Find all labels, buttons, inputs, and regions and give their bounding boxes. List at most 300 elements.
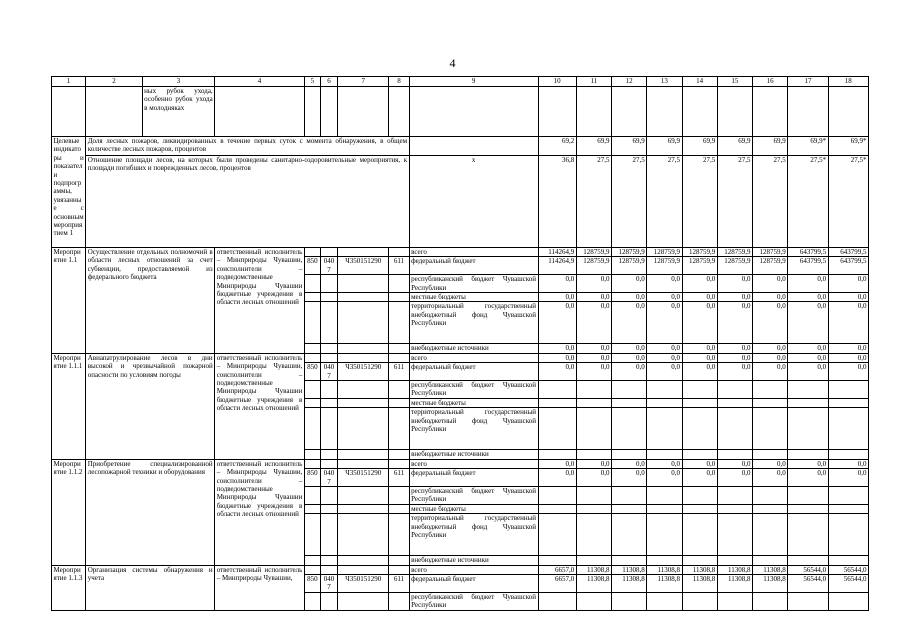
header-cell: 2 (86, 77, 142, 87)
funding-value (612, 381, 647, 399)
empty-cell (320, 344, 337, 353)
funding-value (717, 556, 752, 565)
empty-cell (389, 381, 409, 399)
header-cell: 17 (788, 77, 828, 87)
funding-value: 0,0 (753, 275, 788, 293)
funding-source: внебюджетные источники (409, 450, 538, 459)
empty-cell (338, 504, 389, 513)
funding-value (788, 514, 828, 556)
funding-value: 0,0 (788, 275, 828, 293)
empty-cell (320, 514, 337, 556)
funding-source: местные бюджеты (409, 504, 538, 513)
measure-row (52, 565, 869, 574)
funding-value (576, 398, 611, 407)
funding-value (753, 398, 788, 407)
indicator-value: 69,9* (788, 137, 828, 156)
funding-source: федеральный бюджет (409, 574, 538, 592)
empty-cell (304, 302, 320, 344)
measure-label: Мероприятие 1.1.3 (52, 565, 86, 610)
funding-source: республиканский бюджет Чувашской Республики (411, 381, 537, 398)
funding-value: 0,0 (576, 469, 611, 487)
funding-source: внебюджетные источники (409, 556, 538, 565)
indicator-value: 27,5* (788, 156, 828, 248)
empty-cell (389, 87, 409, 137)
funding-value (576, 408, 611, 450)
funding-value (647, 514, 682, 556)
measure-row (52, 248, 869, 257)
funding-value: 0,0 (647, 363, 682, 381)
empty-cell (320, 87, 337, 137)
responsible-executor: ответственный исполнитель – Минприроды Чувашии, соисполнители – подведомственные Минприроды Чувашии бюджетные учреждения в области лесных отношений (215, 248, 305, 354)
empty-cell (338, 592, 389, 610)
funding-value (538, 504, 576, 513)
budget-code: 850 (304, 574, 320, 592)
header-row (52, 77, 869, 87)
funding-value: 0,0 (788, 293, 828, 302)
funding-value (538, 592, 576, 610)
funding-value: 0,0 (682, 459, 717, 468)
funding-value: 0,0 (647, 302, 682, 344)
funding-value: 0,0 (828, 344, 868, 353)
empty-cell (338, 293, 389, 302)
empty-cell (304, 565, 320, 574)
funding-value (788, 592, 828, 610)
funding-source: всего (409, 459, 538, 468)
funding-value (612, 592, 647, 610)
funding-value: 0,0 (753, 293, 788, 302)
empty-cell (389, 408, 409, 450)
funding-source: федеральный бюджет (409, 257, 538, 275)
funding-value: 0,0 (717, 469, 752, 487)
funding-value (612, 408, 647, 450)
funding-value (788, 398, 828, 407)
funding-value (538, 556, 576, 565)
empty-cell (338, 398, 389, 407)
funding-value (612, 486, 647, 504)
funding-source: федеральный бюджет (409, 363, 538, 381)
funding-value: 0,0 (717, 275, 752, 293)
budget-code: 850 (304, 363, 320, 381)
empty-cell (389, 514, 409, 556)
funding-value (612, 556, 647, 565)
target-indicators-label: Целевые индикаторы и показатели подпрограммы, увязанные с основным мероприятием 1 (52, 137, 86, 248)
budget-code: 611 (389, 257, 409, 275)
empty-cell (389, 592, 409, 610)
funding-value (647, 556, 682, 565)
indicator-value: 27,5 (682, 156, 717, 248)
funding-value: 0,0 (576, 275, 611, 293)
funding-value (647, 486, 682, 504)
empty-cell (338, 275, 389, 293)
funding-value (717, 381, 752, 399)
empty-cell (320, 381, 337, 399)
indicator-value: 27,5 (576, 156, 611, 248)
funding-value: 0,0 (576, 293, 611, 302)
budget-code: 850 (304, 257, 320, 275)
empty-cell (338, 486, 389, 504)
funding-value (647, 381, 682, 399)
funding-value (612, 398, 647, 407)
funding-value (576, 381, 611, 399)
measure-name: Осуществление отдельных полномочий в области лесных отношений за счет субвенции, предоставляемой из федерального бюджета (86, 248, 215, 354)
funding-value: 0,0 (538, 469, 576, 487)
funding-value: 0,0 (647, 353, 682, 362)
funding-value: 0,0 (647, 293, 682, 302)
empty-cell (320, 565, 337, 574)
funding-value: 128759,9 (753, 248, 788, 257)
funding-value (753, 504, 788, 513)
funding-value: 643799,5 (828, 248, 868, 257)
funding-value: 0,0 (753, 353, 788, 362)
empty-cell (304, 398, 320, 407)
indicator-text: Отношение площади лесов, на которых были проведены санитарно-оздоровительные мероприятия, к площади погибших и поврежденных лесов, процентов (86, 156, 409, 248)
funding-value: 0,0 (612, 275, 647, 293)
funding-value: 0,0 (682, 353, 717, 362)
funding-value (647, 450, 682, 459)
budget-code: 0407 (320, 574, 337, 592)
funding-source: всего (409, 248, 538, 257)
funding-value: 56544,0 (828, 565, 868, 574)
header-cell: 7 (338, 77, 389, 87)
indicator-text: Доля лесных пожаров, ликвидированных в течение первых суток с момента обнаружения, в общем количестве лесных пожаров, процентов (86, 137, 409, 156)
empty-cell (304, 381, 320, 399)
funding-value: 0,0 (828, 459, 868, 468)
empty-cell (389, 450, 409, 459)
funding-value (828, 556, 868, 565)
empty-cell (304, 344, 320, 353)
funding-value (647, 504, 682, 513)
header-cell: 11 (576, 77, 611, 87)
funding-value (682, 592, 717, 610)
funding-value (647, 398, 682, 407)
empty-cell (320, 459, 337, 468)
empty-cell (389, 486, 409, 504)
indicator-x: х (409, 156, 538, 248)
funding-value (682, 514, 717, 556)
indicator-value: 27,5 (717, 156, 752, 248)
funding-value (682, 556, 717, 565)
funding-value (753, 592, 788, 610)
funding-value (828, 504, 868, 513)
empty-cell (612, 87, 647, 137)
funding-value (753, 450, 788, 459)
empty-cell (389, 293, 409, 302)
funding-value: 0,0 (828, 275, 868, 293)
funding-value (538, 381, 576, 399)
funding-source: республиканский бюджет Чувашской Республики (411, 592, 537, 610)
funding-value: 0,0 (538, 363, 576, 381)
funding-value: 11308,8 (682, 574, 717, 592)
funding-value (682, 486, 717, 504)
header-cell: 1 (52, 77, 86, 87)
empty-cell (338, 514, 389, 556)
funding-value: 128759,9 (576, 257, 611, 275)
funding-value (753, 514, 788, 556)
funding-value: 0,0 (647, 459, 682, 468)
funding-value: 11308,8 (576, 565, 611, 574)
measure-name: Организация системы обнаружения и учета (86, 565, 215, 610)
funding-value: 56544,0 (788, 574, 828, 592)
budget-code: Ч350151290 (338, 257, 389, 275)
budget-code: 611 (389, 574, 409, 592)
measure-label: Мероприятие 1.1.1 (52, 353, 86, 459)
funding-value: 128759,9 (682, 248, 717, 257)
empty-cell (320, 353, 337, 362)
empty-cell (320, 293, 337, 302)
empty-cell (389, 556, 409, 565)
funding-value (612, 450, 647, 459)
funding-value: 11308,8 (647, 574, 682, 592)
funding-value (788, 450, 828, 459)
funding-value: 128759,9 (717, 257, 752, 275)
empty-cell (338, 248, 389, 257)
empty-cell (320, 450, 337, 459)
funding-value: 0,0 (753, 302, 788, 344)
funding-source: федеральный бюджет (409, 469, 538, 487)
funding-value (788, 556, 828, 565)
responsible-executor: ответственный исполнитель – Минприроды Чувашии, (215, 565, 305, 610)
empty-cell (682, 87, 717, 137)
funding-value: 0,0 (788, 363, 828, 381)
measure-label: Мероприятие 1.1.2 (52, 459, 86, 565)
indicator-value: 69,9 (717, 137, 752, 156)
funding-value: 11308,8 (576, 574, 611, 592)
budget-code: Ч350151290 (338, 574, 389, 592)
responsible-executor: ответственный исполнитель – Минприроды Чувашии, соисполнители – подведомственные Минприроды Чувашии бюджетные учреждения в области лесных отношений (215, 353, 305, 459)
empty-cell (304, 275, 320, 293)
header-cell: 9 (409, 77, 538, 87)
header-cell: 6 (320, 77, 337, 87)
measure-row (52, 459, 869, 468)
funding-value: 128759,9 (647, 248, 682, 257)
indicator-value: 69,9 (753, 137, 788, 156)
funding-value (828, 450, 868, 459)
empty-cell (338, 344, 389, 353)
measure-row (52, 353, 869, 362)
funding-value (753, 408, 788, 450)
program-table (51, 76, 869, 611)
funding-value: 0,0 (828, 293, 868, 302)
funding-value: 0,0 (647, 469, 682, 487)
empty-cell (338, 302, 389, 344)
funding-value (753, 556, 788, 565)
empty-cell (304, 87, 320, 137)
empty-cell (338, 87, 389, 137)
funding-source: республиканский бюджет Чувашской Республики (411, 486, 537, 504)
empty-cell (320, 504, 337, 513)
empty-cell (338, 459, 389, 468)
empty-cell (788, 87, 828, 137)
funding-value: 0,0 (717, 459, 752, 468)
funding-value (538, 408, 576, 450)
indicator-value: 69,9 (647, 137, 682, 156)
funding-value (717, 514, 752, 556)
funding-value: 128759,9 (647, 257, 682, 275)
empty-cell (338, 353, 389, 362)
funding-value: 0,0 (682, 302, 717, 344)
funding-source: территориальный государственный внебюджетный фонд Чувашской Республики (409, 514, 538, 556)
funding-value (576, 514, 611, 556)
empty-cell (320, 486, 337, 504)
funding-value: 0,0 (828, 353, 868, 362)
empty-cell (717, 87, 752, 137)
empty-cell (304, 486, 320, 504)
indicator-value: 69,9 (682, 137, 717, 156)
funding-value: 0,0 (682, 363, 717, 381)
funding-value: 0,0 (576, 363, 611, 381)
empty-cell (389, 275, 409, 293)
funding-value: 11308,8 (682, 565, 717, 574)
header-cell: 18 (828, 77, 868, 87)
funding-source: республиканский бюджет Чувашской Республики (411, 275, 537, 292)
empty-cell (304, 459, 320, 468)
funding-value: 128759,9 (717, 248, 752, 257)
funding-value (682, 398, 717, 407)
page-number: 4 (449, 56, 456, 70)
continuation-text: ных рубок ухода, особенно рубок ухода в молодняках (142, 87, 215, 137)
funding-value: 6657,0 (538, 574, 576, 592)
funding-value (538, 450, 576, 459)
responsible-executor: ответственный исполнитель – Минприроды Чувашии, соисполнители – подведомственные Минприроды Чувашии бюджетные учреждения в области лесных отношений (215, 459, 305, 565)
empty-cell (647, 87, 682, 137)
funding-value: 128759,9 (612, 257, 647, 275)
empty-cell (389, 344, 409, 353)
funding-value: 0,0 (682, 469, 717, 487)
measure-label: Мероприятие 1.1 (52, 248, 86, 354)
funding-value (788, 408, 828, 450)
funding-value (612, 514, 647, 556)
funding-value: 114264,9 (538, 257, 576, 275)
funding-value: 0,0 (576, 302, 611, 344)
indicator-value: 69,9 (576, 137, 611, 156)
funding-value: 0,0 (538, 344, 576, 353)
header-cell: 13 (647, 77, 682, 87)
funding-value (753, 486, 788, 504)
budget-code: 0407 (320, 469, 337, 487)
empty-cell (389, 248, 409, 257)
funding-value: 0,0 (682, 293, 717, 302)
funding-value: 0,0 (788, 459, 828, 468)
budget-code: 850 (304, 469, 320, 487)
funding-value: 128759,9 (612, 248, 647, 257)
header-cell: 16 (753, 77, 788, 87)
funding-value (682, 504, 717, 513)
header-cell: 3 (142, 77, 215, 87)
funding-value (717, 450, 752, 459)
funding-value (828, 398, 868, 407)
funding-value (576, 450, 611, 459)
funding-value: 0,0 (717, 353, 752, 362)
funding-value: 11308,8 (717, 565, 752, 574)
funding-value: 0,0 (717, 344, 752, 353)
funding-value: 0,0 (612, 344, 647, 353)
funding-value: 56544,0 (828, 574, 868, 592)
funding-value: 0,0 (788, 353, 828, 362)
empty-cell (389, 353, 409, 362)
funding-value: 0,0 (576, 344, 611, 353)
empty-cell (320, 556, 337, 565)
funding-value (647, 408, 682, 450)
funding-value: 6657,0 (538, 565, 576, 574)
header-cell: 12 (612, 77, 647, 87)
funding-value: 11308,8 (612, 565, 647, 574)
measure-name: Авиапатрулирование лесов в дни высокой и чрезвычайной пожарной опасности по условиям погоды (86, 353, 215, 459)
funding-value (576, 486, 611, 504)
indicator-value: 69,9* (828, 137, 868, 156)
budget-code: 611 (389, 469, 409, 487)
indicator-value: 69,9 (612, 137, 647, 156)
empty-cell (304, 592, 320, 610)
funding-value (576, 556, 611, 565)
header-cell: 5 (304, 77, 320, 87)
funding-value: 0,0 (753, 459, 788, 468)
empty-cell (304, 408, 320, 450)
empty-cell (389, 302, 409, 344)
funding-value (828, 592, 868, 610)
indicator-value: 36,8 (538, 156, 576, 248)
budget-code: 0407 (320, 363, 337, 381)
empty-cell (304, 293, 320, 302)
empty-cell (338, 381, 389, 399)
empty-cell (389, 459, 409, 468)
funding-value: 0,0 (612, 459, 647, 468)
empty-cell (320, 592, 337, 610)
funding-value: 0,0 (753, 363, 788, 381)
funding-value: 0,0 (538, 459, 576, 468)
indicator-x (409, 137, 538, 156)
empty-cell (320, 248, 337, 257)
funding-value: 0,0 (828, 469, 868, 487)
empty-cell (320, 302, 337, 344)
funding-source: территориальный государственный внебюджетный фонд Чувашской Республики (409, 302, 538, 344)
empty-cell (389, 565, 409, 574)
funding-value (717, 592, 752, 610)
funding-value: 643799,5 (788, 248, 828, 257)
empty-cell (320, 275, 337, 293)
empty-cell (338, 450, 389, 459)
header-cell: 10 (538, 77, 576, 87)
empty-cell (409, 87, 538, 137)
funding-value: 11308,8 (717, 574, 752, 592)
empty-cell (338, 565, 389, 574)
budget-code: Ч350151290 (338, 363, 389, 381)
funding-value: 0,0 (576, 353, 611, 362)
empty-cell (828, 87, 868, 137)
funding-value: 643799,5 (828, 257, 868, 275)
funding-value: 0,0 (788, 344, 828, 353)
funding-value (717, 504, 752, 513)
budget-code: 611 (389, 363, 409, 381)
funding-value (717, 398, 752, 407)
funding-value: 0,0 (612, 353, 647, 362)
budget-code: Ч350151290 (338, 469, 389, 487)
empty-cell (215, 87, 305, 137)
funding-value (828, 486, 868, 504)
funding-source: всего (409, 353, 538, 362)
funding-value: 0,0 (682, 275, 717, 293)
empty-cell (753, 87, 788, 137)
funding-value: 0,0 (538, 293, 576, 302)
funding-value: 0,0 (717, 293, 752, 302)
funding-value: 0,0 (538, 302, 576, 344)
empty-cell (304, 248, 320, 257)
funding-value (612, 504, 647, 513)
funding-value: 0,0 (612, 469, 647, 487)
funding-value (717, 408, 752, 450)
funding-value: 11308,8 (753, 574, 788, 592)
funding-value: 0,0 (612, 363, 647, 381)
empty-cell (304, 353, 320, 362)
